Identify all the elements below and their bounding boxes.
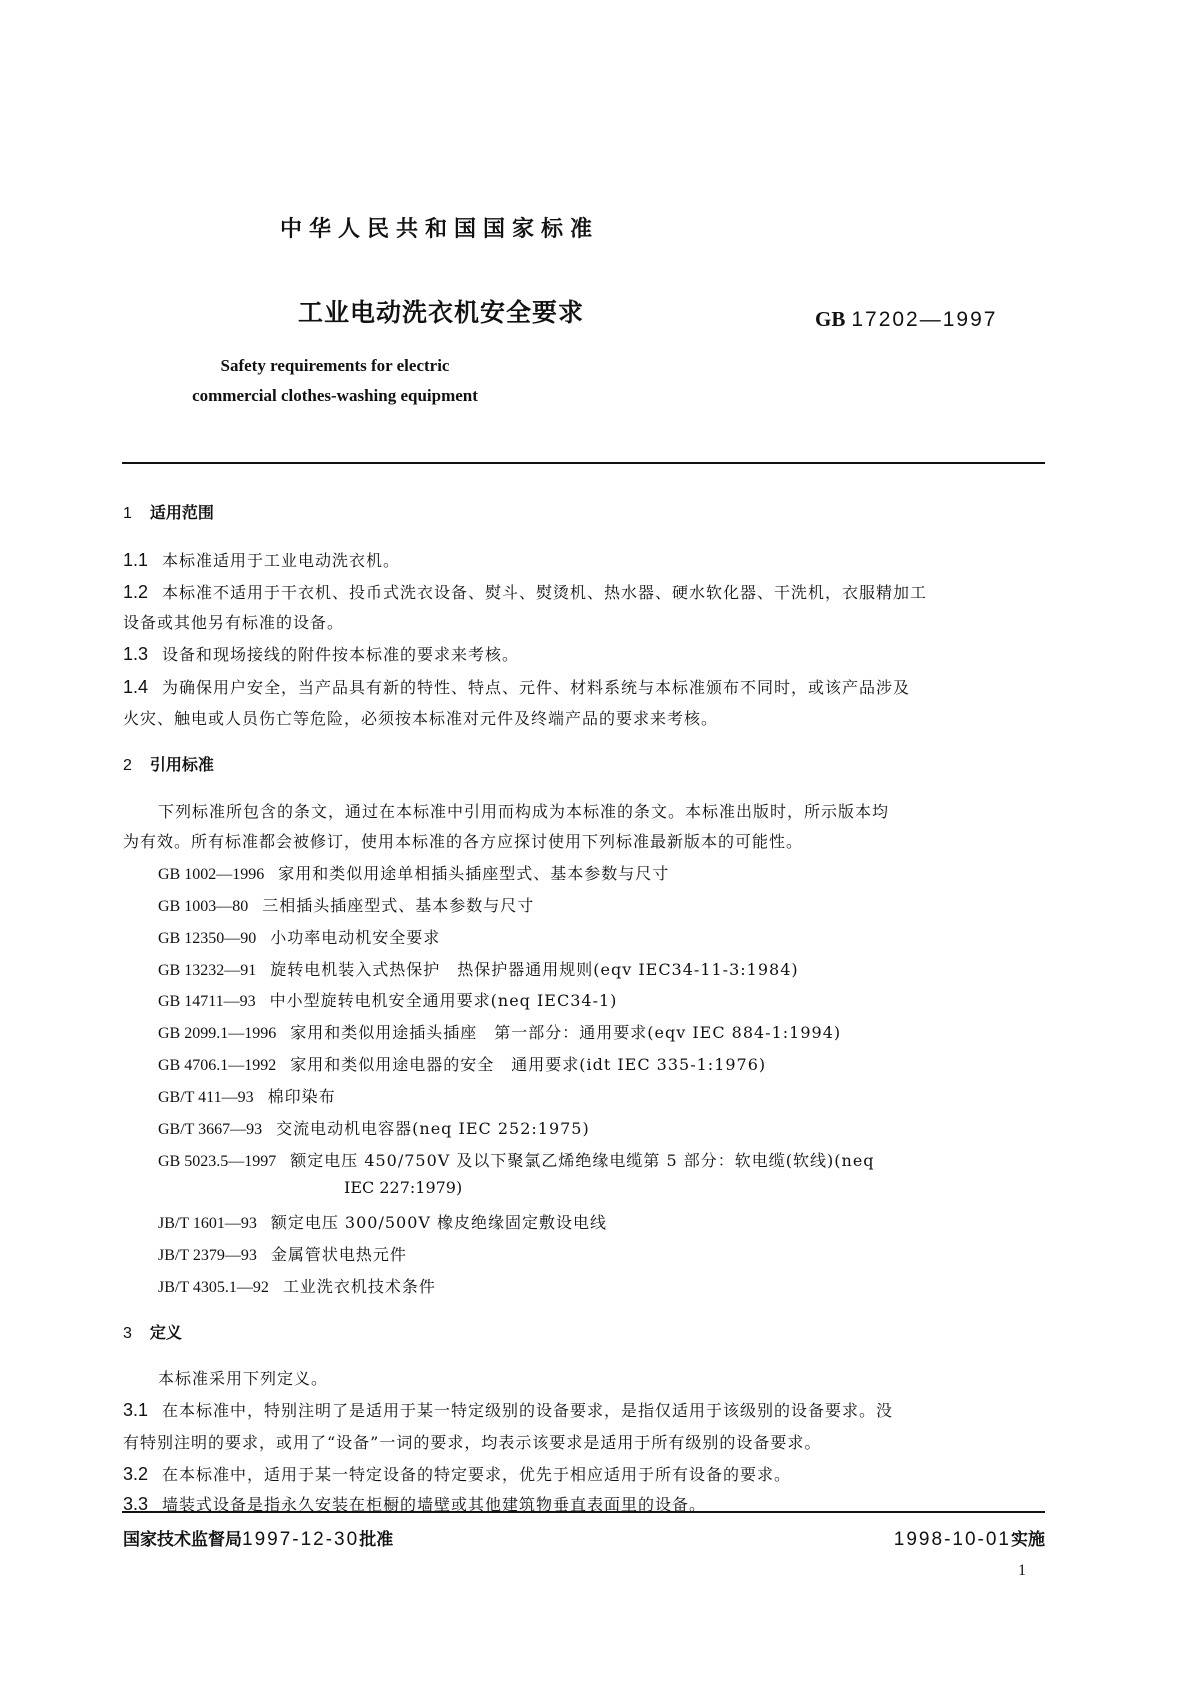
reference-item: GB 4706.1—1992 家用和类似用途电器的安全 通用要求(idt IEC 335-1:1976) xyxy=(158,1055,767,1074)
reference-item: GB 1003—80 三相插头插座型式、基本参数与尺寸 xyxy=(158,896,535,915)
clause-1-2: 1.2 本标准不适用于干衣机、投币式洗衣设备、熨斗、熨烫机、热水器、硬水软化器、干洗机，衣服精加工 xyxy=(123,582,928,602)
header-divider xyxy=(122,462,1045,464)
clause-1-2-cont: 设备或其他另有标准的设备。 xyxy=(123,613,345,632)
national-standard-label: 中华人民共和国国家标准 xyxy=(280,217,600,242)
reference-item: GB 14711—93 中小型旋转电机安全通用要求(neq IEC34-1) xyxy=(158,991,618,1010)
clause-1-3: 1.3 设备和现场接线的附件按本标准的要求来考核。 xyxy=(123,644,520,664)
clause-3-3: 3.3 墙装式设备是指永久安装在柜橱的墙壁或其他建筑物垂直表面里的设备。 xyxy=(123,1494,707,1514)
page-title: 工业电动洗衣机安全要求 xyxy=(298,298,585,327)
reference-item: GB/T 3667—93 交流电动机电容器(neq IEC 252:1975) xyxy=(158,1119,590,1138)
clause-1-4: 1.4 为确保用户安全，当产品具有新的特性、特点、元件、材料系统与本标准颁布不同时，或该产品涉及 xyxy=(123,677,911,697)
reference-item: GB 12350—90 小功率电动机安全要求 xyxy=(158,928,441,947)
section-heading-3: 3 定义 xyxy=(123,1323,182,1342)
clause-3-1-cont: 有特别注明的要求，或用了“设备”一词的要求，均表示该要求是适用于所有级别的设备要求。 xyxy=(123,1433,822,1452)
reference-item: GB 5023.5—1997 额定电压 450/750V 及以下聚氯乙烯绝缘电缆第 5 部分：软电缆(软线)(neq xyxy=(158,1151,875,1170)
gb-prefix: GB xyxy=(815,307,846,331)
reference-item: JB/T 4305.1—92 工业洗衣机技术条件 xyxy=(158,1277,436,1296)
english-title-line1: Safety requirements for electric xyxy=(220,356,450,375)
reference-item: GB 13232—91 旋转电机装入式热保护 热保护器通用规则(eqv IEC34-11-3:1984) xyxy=(158,960,799,979)
references-intro: 下列标准所包含的条文，通过在本标准中引用而构成为本标准的条文。本标准出版时，所示版本均 xyxy=(158,802,890,821)
reference-item: JB/T 2379—93 金属管状电热元件 xyxy=(158,1245,407,1264)
section-heading-2: 2 引用标准 xyxy=(123,755,214,774)
reference-item: JB/T 1601—93 额定电压 300/500V 橡皮绝缘固定敷设电线 xyxy=(158,1213,608,1232)
standard-code xyxy=(815,307,997,332)
definitions-intro: 本标准采用下列定义。 xyxy=(158,1369,329,1388)
gb-number: 17202—1997 xyxy=(851,308,998,331)
footer-divider xyxy=(122,1511,1045,1513)
implementation-info: 1998-10-01实施 xyxy=(893,1529,1045,1550)
reference-item: GB 2099.1—1996 家用和类似用途插头插座 第一部分：通用要求(eqv IEC 884-1:1994) xyxy=(158,1023,842,1042)
clause-3-1: 3.1 在本标准中，特别注明了是适用于某一特定级别的设备要求，是指仅适用于该级别的设备要求。没 xyxy=(123,1400,894,1420)
references-intro-cont: 为有效。所有标准都会被修订，使用本标准的各方应探讨使用下列标准最新版本的可能性。 xyxy=(123,832,804,851)
english-title-line2: commercial clothes-washing equipment xyxy=(192,386,478,405)
section-heading-1: 1 适用范围 xyxy=(123,503,214,522)
reference-item: GB 1002—1996 家用和类似用途单相插头插座型式、基本参数与尺寸 xyxy=(158,864,670,883)
clause-1-4-cont: 火灾、触电或人员伤亡等危险，必须按本标准对元件及终端产品的要求来考核。 xyxy=(123,709,719,728)
approval-info: 国家技术监督局1997-12-30批准 xyxy=(123,1529,394,1550)
clause-3-2: 3.2 在本标准中，适用于某一特定设备的特定要求，优先于相应适用于所有设备的要求。 xyxy=(123,1464,792,1484)
page-number: 1 xyxy=(1018,1562,1026,1579)
reference-item-cont: IEC 227:1979) xyxy=(344,1178,463,1197)
reference-item: GB/T 411—93 棉印染布 xyxy=(158,1087,336,1106)
clause-1-1: 1.1 本标准适用于工业电动洗衣机。 xyxy=(123,550,401,570)
